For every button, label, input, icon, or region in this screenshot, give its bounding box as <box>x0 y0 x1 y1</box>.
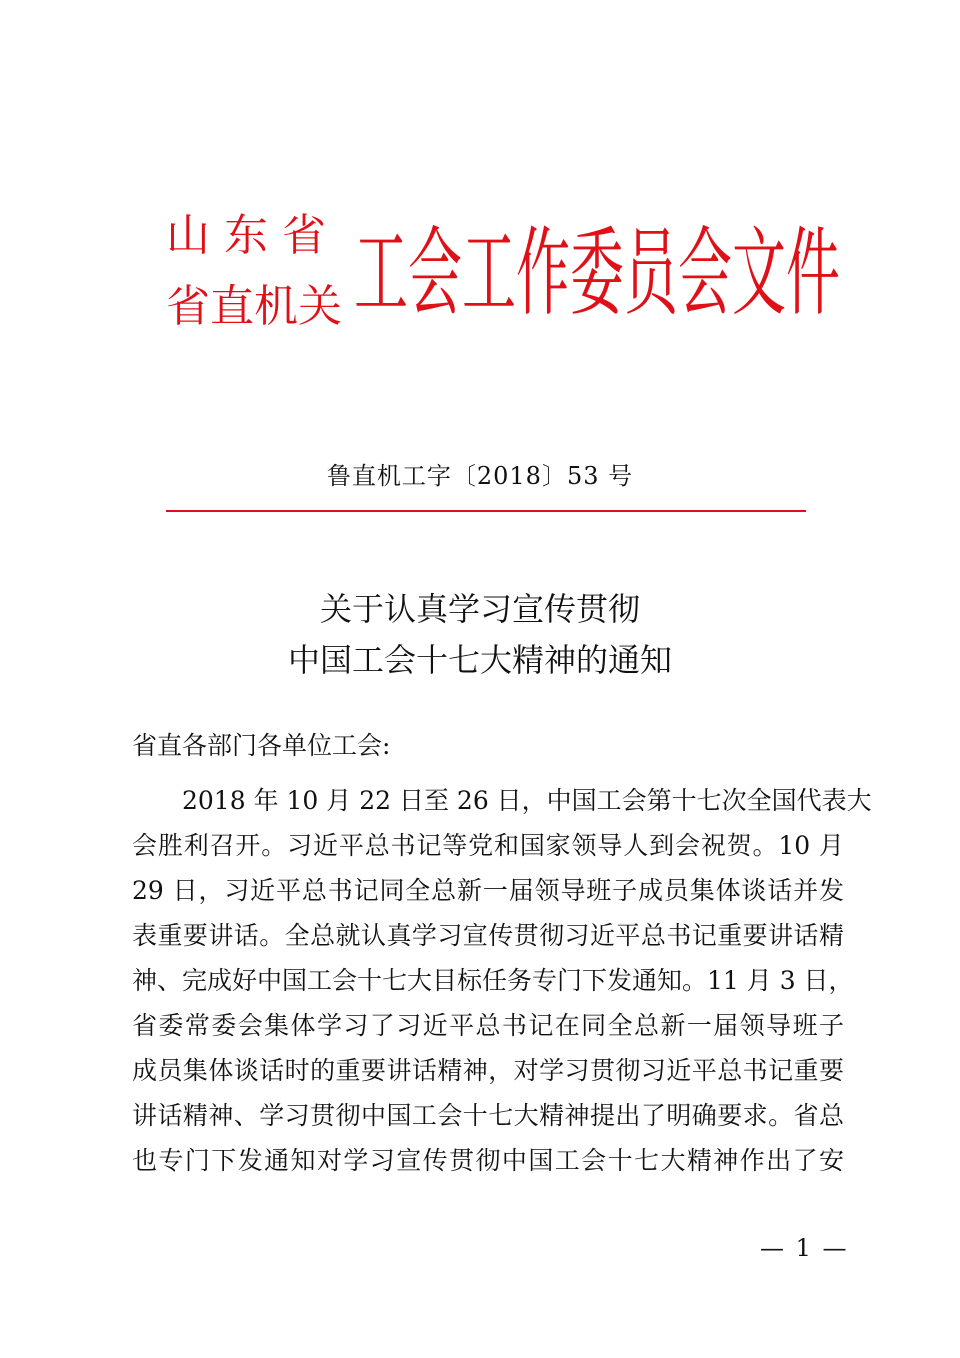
body-line: 29 日，习近平总书记同全总新一届领导班子成员集体谈话并发 <box>132 876 844 905</box>
body-line: 会胜利召开。习近平总书记等党和国家领导人到会祝贺。10 月 <box>132 831 844 860</box>
body-line: 神、完成好中国工会十七大目标任务专门下发通知。11 月 3 日， <box>132 966 854 995</box>
page-number: — 1 — <box>760 1234 849 1262</box>
header-line-organ: 省直机关 <box>166 281 342 332</box>
body-line: 2018 年 10 月 22 日至 26 日，中国工会第十七次全国代表大 <box>132 786 872 815</box>
salutation: 省直各部门各单位工会: <box>132 731 391 760</box>
header-line-province: 山东省 <box>166 210 340 261</box>
document-number: 鲁直机工字〔2018〕53 号 <box>326 462 634 490</box>
title-line-2: 中国工会十七大精神的通知 <box>287 641 672 679</box>
body-paragraph <box>132 778 872 1183</box>
header-issuing-body: 工会工作委员会文件 <box>354 217 840 330</box>
body-line: 讲话精神、学习贯彻中国工会十七大精神提出了明确要求。省总 <box>132 1101 844 1130</box>
body-line: 也专门下发通知对学习宣传贯彻中国工会十七大精神作出了安 <box>132 1146 844 1175</box>
body-line: 表重要讲话。全总就认真学习宣传贯彻习近平总书记重要讲话精 <box>132 921 844 950</box>
document-title <box>0 584 960 686</box>
body-line: 成员集体谈话时的重要讲话精神，对学习贯彻习近平总书记重要 <box>132 1056 844 1085</box>
body-line: 省委常委会集体学习了习近平总书记在同全总新一届领导班子 <box>132 1011 844 1040</box>
red-divider-line <box>166 510 806 512</box>
title-line-1: 关于认真学习宣传贯彻 <box>319 590 640 628</box>
